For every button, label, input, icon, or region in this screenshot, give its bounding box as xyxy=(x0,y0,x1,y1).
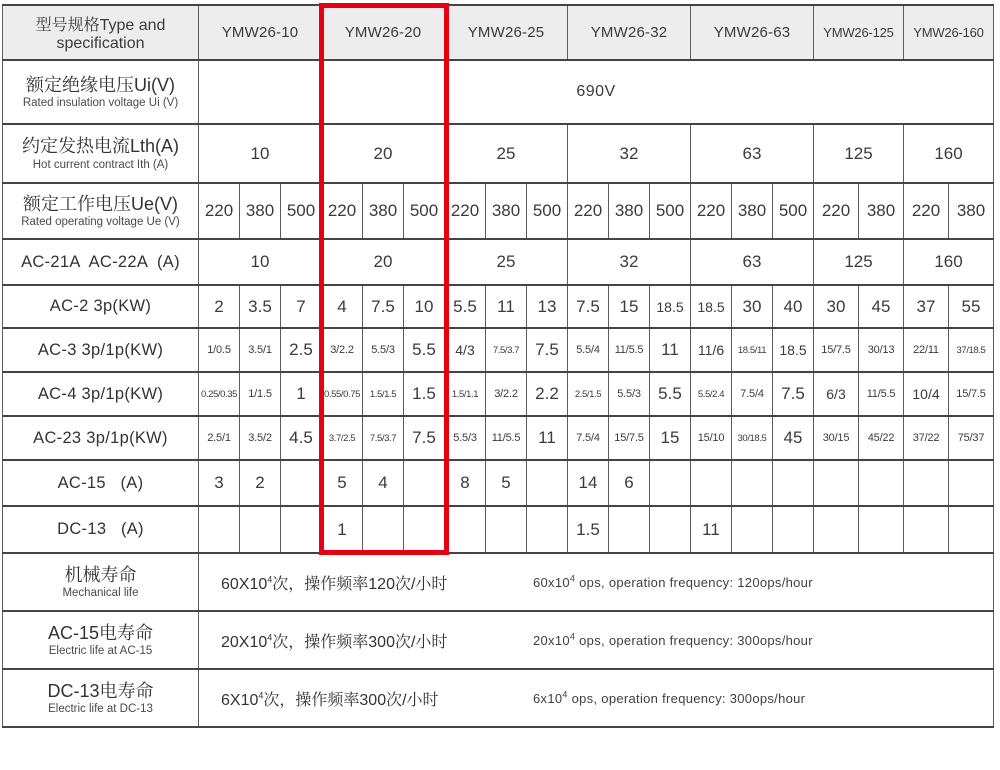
value-cell: 15 xyxy=(609,285,650,328)
value-cell: 2 xyxy=(240,460,281,506)
value-cell: 13 xyxy=(527,285,568,328)
life-value-cell xyxy=(199,669,994,727)
value-cell: 37 xyxy=(904,285,949,328)
value-cell: 3 xyxy=(199,460,240,506)
life-value xyxy=(199,687,993,710)
life-value xyxy=(199,571,993,594)
value-cell xyxy=(904,460,949,506)
value-cell: 15/7.5 xyxy=(814,328,859,372)
value-cell: 25 xyxy=(445,124,568,183)
value-cell: 10 xyxy=(199,239,322,285)
row-label-dc13 xyxy=(3,506,199,553)
row-ac4-3p1p xyxy=(3,372,994,416)
row-ac3-3p1p xyxy=(3,328,994,372)
value-cell: 220 xyxy=(445,183,486,239)
value-cell: 30/18.5 xyxy=(732,416,773,460)
value-cell: 380 xyxy=(859,183,904,239)
value-cell: 20 xyxy=(322,124,445,183)
value-cell xyxy=(732,506,773,553)
row-label-main: AC-2 3p(KW) xyxy=(49,297,152,316)
value-cell: 0.25/0.35 xyxy=(199,372,240,416)
superscript: 4 xyxy=(258,690,264,701)
value-cell: 5.5/3 xyxy=(363,328,404,372)
value-cell: 11/5.5 xyxy=(859,372,904,416)
row-label-sub: Electric life at AC-15 xyxy=(48,645,153,658)
row-label-main: DC-13电寿命 xyxy=(47,680,154,701)
value-cell: 32 xyxy=(568,124,691,183)
value-cell: 14 xyxy=(568,460,609,506)
value-cell: 63 xyxy=(691,124,814,183)
row-dc13 xyxy=(3,506,994,553)
row-ac15 xyxy=(3,460,994,506)
value-cell: 15/7.5 xyxy=(609,416,650,460)
superscript: 4 xyxy=(569,631,576,642)
row-dc13-life xyxy=(3,669,994,727)
row-label-main: 额定工作电压Ue(V) xyxy=(22,193,178,214)
value-cell: 45 xyxy=(859,285,904,328)
row-label-ac23-3p1p xyxy=(3,416,199,460)
row-label-sub: Rated operating voltage Ue (V) xyxy=(21,216,180,229)
value-cell: 4 xyxy=(322,285,363,328)
row-label-main: 约定发热电流Lth(A) xyxy=(21,136,180,157)
header-row xyxy=(3,5,994,60)
value-cell: 5.5/2.4 xyxy=(691,372,732,416)
value-cell: 160 xyxy=(904,239,994,285)
row-label-sub: Electric life at DC-13 xyxy=(48,703,153,716)
model-header-ymw26-63: YMW26-63 xyxy=(691,5,814,60)
value-cell: 380 xyxy=(609,183,650,239)
row-label-main: AC-21A AC-22A (A) xyxy=(21,252,180,271)
value-cell: 45 xyxy=(773,416,814,460)
superscript: 4 xyxy=(562,689,568,700)
life-text-en: $20x10^4$ ops, operation frequency: 300ops/hour xyxy=(533,631,813,648)
row-label-main: DC-13 (A) xyxy=(57,520,144,539)
value-cell: 220 xyxy=(322,183,363,239)
value-cell: 2.5/1.5 xyxy=(568,372,609,416)
value-cell: 4.5 xyxy=(281,416,322,460)
value-cell xyxy=(814,460,859,506)
row-thermal-current xyxy=(3,124,994,183)
life-text-zh: $20X10^4$次，操作频率300次/小时 xyxy=(221,632,448,651)
value-cell: 2.2 xyxy=(527,372,568,416)
value-cell: 6 xyxy=(609,460,650,506)
model-header-ymw26-160: YMW26-160 xyxy=(904,5,994,60)
value-cell xyxy=(859,506,904,553)
value-cell: 15 xyxy=(650,416,691,460)
value-cell: 3.5 xyxy=(240,285,281,328)
value-cell: 3.5/2 xyxy=(240,416,281,460)
model-header-ymw26-25: YMW26-25 xyxy=(445,5,568,60)
value-cell xyxy=(281,460,322,506)
superscript: 4 xyxy=(267,632,273,643)
row-label-main: AC-15 (A) xyxy=(57,473,144,492)
row-label-operating-voltage xyxy=(3,183,199,239)
value-cell xyxy=(650,506,691,553)
value-cell: 3/2.2 xyxy=(322,328,363,372)
value-cell: 1.5/1.5 xyxy=(363,372,404,416)
value-cell xyxy=(363,506,404,553)
value-cell xyxy=(609,506,650,553)
spec-table xyxy=(2,4,994,728)
value-cell: 10 xyxy=(199,124,322,183)
row-ac23-3p1p xyxy=(3,416,994,460)
row-label-main: AC-4 3p/1p(KW) xyxy=(37,384,164,403)
row-label-ac3-3p1p xyxy=(3,328,199,372)
row-label-main: 机械寿命 xyxy=(64,564,137,585)
value-cell xyxy=(445,506,486,553)
row-label-main: AC-23 3p/1p(KW) xyxy=(33,428,168,447)
value-cell: 11/5.5 xyxy=(609,328,650,372)
value-cell: 4 xyxy=(363,460,404,506)
value-cell: 10 xyxy=(404,285,445,328)
value-cell: 11/6 xyxy=(691,328,732,372)
value-cell: 4/3 xyxy=(445,328,486,372)
value-cell xyxy=(404,460,445,506)
row-mechanical-life xyxy=(3,553,994,611)
value-cell xyxy=(527,506,568,553)
value-cell: 220 xyxy=(199,183,240,239)
value-cell: 500 xyxy=(527,183,568,239)
value-cell: 20 xyxy=(322,239,445,285)
row-label-ac4-3p1p xyxy=(3,372,199,416)
value-cell: 45/22 xyxy=(859,416,904,460)
value-cell: 18.5/11 xyxy=(732,328,773,372)
row-label-sub: Hot current contract Ith (A) xyxy=(32,158,169,171)
model-header-ymw26-10: YMW26-10 xyxy=(199,5,322,60)
row-label-dc13-life xyxy=(3,669,199,727)
value-cell: 37/18.5 xyxy=(949,328,994,372)
value-cell: 7.5 xyxy=(363,285,404,328)
row-ac21a-ac22a xyxy=(3,239,994,285)
value-cell: 40 xyxy=(773,285,814,328)
value-cell: 25 xyxy=(445,239,568,285)
value-cell xyxy=(650,460,691,506)
row-label-mechanical-life xyxy=(3,553,199,611)
value-cell: 220 xyxy=(814,183,859,239)
value-cell: 2.5 xyxy=(281,328,322,372)
value-cell: 10/4 xyxy=(904,372,949,416)
value-cell: 5.5/3 xyxy=(609,372,650,416)
row-ac15-life xyxy=(3,611,994,669)
value-cell: 5.5 xyxy=(445,285,486,328)
value-cell: 7.5 xyxy=(404,416,445,460)
value-cell: 500 xyxy=(281,183,322,239)
value-cell: 0.55/0.75 xyxy=(322,372,363,416)
value-cell xyxy=(404,506,445,553)
value-cell: 8 xyxy=(445,460,486,506)
value-cell: 2.5/1 xyxy=(199,416,240,460)
value-cell: 690V xyxy=(199,60,994,124)
life-text-en: $60x10^4$ ops, operation frequency: 120ops/hour xyxy=(533,573,813,590)
value-cell: 37/22 xyxy=(904,416,949,460)
value-cell: 380 xyxy=(486,183,527,239)
value-cell xyxy=(691,460,732,506)
value-cell: 11 xyxy=(486,285,527,328)
value-cell: 7.5 xyxy=(568,285,609,328)
value-cell: 1/1.5 xyxy=(240,372,281,416)
value-cell: 3/2.2 xyxy=(486,372,527,416)
value-cell: 11 xyxy=(691,506,732,553)
type-spec-header xyxy=(3,5,199,60)
value-cell: 5.5/3 xyxy=(445,416,486,460)
value-cell: 5.5 xyxy=(404,328,445,372)
row-label-main: 型号规格 xyxy=(35,17,100,34)
value-cell: 5.5/4 xyxy=(568,328,609,372)
value-cell: 30/13 xyxy=(859,328,904,372)
value-cell xyxy=(814,506,859,553)
value-cell: 500 xyxy=(773,183,814,239)
value-cell: 30/15 xyxy=(814,416,859,460)
life-value xyxy=(199,629,993,652)
value-cell xyxy=(527,460,568,506)
value-cell: 1.5/1.1 xyxy=(445,372,486,416)
life-value-cell xyxy=(199,553,994,611)
value-cell: 15/7.5 xyxy=(949,372,994,416)
model-header-ymw26-32: YMW26-32 xyxy=(568,5,691,60)
value-cell: 7.5/3.7 xyxy=(486,328,527,372)
value-cell xyxy=(281,506,322,553)
value-cell: 380 xyxy=(240,183,281,239)
value-cell: 6/3 xyxy=(814,372,859,416)
row-label-main: 额定绝缘电压Ui(V) xyxy=(26,74,175,95)
value-cell xyxy=(949,460,994,506)
row-label-ac21a-ac22a xyxy=(3,239,199,285)
value-cell: 7.5/3.7 xyxy=(363,416,404,460)
row-label-ac2-3p xyxy=(3,285,199,328)
life-value-cell xyxy=(199,611,994,669)
value-cell: 380 xyxy=(363,183,404,239)
row-label-main: AC-3 3p/1p(KW) xyxy=(37,340,164,359)
value-cell: 1.5 xyxy=(404,372,445,416)
row-label-sub: Mechanical life xyxy=(62,587,139,600)
value-cell xyxy=(949,506,994,553)
value-cell: 125 xyxy=(814,239,904,285)
value-cell xyxy=(773,460,814,506)
value-cell xyxy=(732,460,773,506)
value-cell: 220 xyxy=(568,183,609,239)
value-cell: 11 xyxy=(527,416,568,460)
model-header-ymw26-20: YMW26-20 xyxy=(322,5,445,60)
life-text-zh: $6X10^4$次，操作频率300次/小时 xyxy=(221,690,439,709)
life-text-en: $6x10^4$ ops, operation frequency: 300ops/hour xyxy=(533,689,806,706)
model-header-ymw26-125: YMW26-125 xyxy=(814,5,904,60)
row-label-insulation-voltage xyxy=(3,60,199,124)
value-cell: 63 xyxy=(691,239,814,285)
value-cell: 75/37 xyxy=(949,416,994,460)
row-label-thermal-current xyxy=(3,124,199,183)
value-cell: 380 xyxy=(949,183,994,239)
value-cell: 18.5 xyxy=(773,328,814,372)
value-cell: 2 xyxy=(199,285,240,328)
value-cell: 15/10 xyxy=(691,416,732,460)
value-cell: 3.5/1 xyxy=(240,328,281,372)
value-cell: 1.5 xyxy=(568,506,609,553)
value-cell xyxy=(904,506,949,553)
superscript: 4 xyxy=(569,573,576,584)
value-cell: 380 xyxy=(732,183,773,239)
value-cell: 30 xyxy=(814,285,859,328)
row-insulation-voltage xyxy=(3,60,994,124)
value-cell: 500 xyxy=(650,183,691,239)
value-cell: 11/5.5 xyxy=(486,416,527,460)
row-ac2-3p xyxy=(3,285,994,328)
value-cell xyxy=(486,506,527,553)
value-cell: 30 xyxy=(732,285,773,328)
row-label-sub: Type and specification xyxy=(56,17,166,52)
value-cell: 18.5 xyxy=(650,285,691,328)
row-operating-voltage xyxy=(3,183,994,239)
value-cell: 1 xyxy=(322,506,363,553)
row-label-main: AC-15电寿命 xyxy=(47,622,154,643)
value-cell xyxy=(773,506,814,553)
value-cell: 1 xyxy=(281,372,322,416)
superscript: 4 xyxy=(267,574,273,585)
row-label-sub: Rated insulation voltage Ui (V) xyxy=(22,97,179,110)
value-cell: 32 xyxy=(568,239,691,285)
value-cell xyxy=(240,506,281,553)
value-cell: 220 xyxy=(691,183,732,239)
value-cell: 5 xyxy=(486,460,527,506)
value-cell: 7 xyxy=(281,285,322,328)
value-cell: 7.5/4 xyxy=(568,416,609,460)
value-cell: 11 xyxy=(650,328,691,372)
value-cell: 7.5 xyxy=(773,372,814,416)
value-cell: 1/0.5 xyxy=(199,328,240,372)
value-cell: 500 xyxy=(404,183,445,239)
value-cell: 22/11 xyxy=(904,328,949,372)
row-label-ac15 xyxy=(3,460,199,506)
value-cell: 18.5 xyxy=(691,285,732,328)
value-cell: 7.5 xyxy=(527,328,568,372)
value-cell: 160 xyxy=(904,124,994,183)
value-cell: 125 xyxy=(814,124,904,183)
value-cell: 7.5/4 xyxy=(732,372,773,416)
row-label-ac15-life xyxy=(3,611,199,669)
life-text-zh: $60X10^4$次，操作频率120次/小时 xyxy=(221,574,448,593)
value-cell: 3.7/2.5 xyxy=(322,416,363,460)
value-cell: 5 xyxy=(322,460,363,506)
value-cell: 220 xyxy=(904,183,949,239)
value-cell: 55 xyxy=(949,285,994,328)
value-cell xyxy=(859,460,904,506)
value-cell: 5.5 xyxy=(650,372,691,416)
value-cell xyxy=(199,506,240,553)
